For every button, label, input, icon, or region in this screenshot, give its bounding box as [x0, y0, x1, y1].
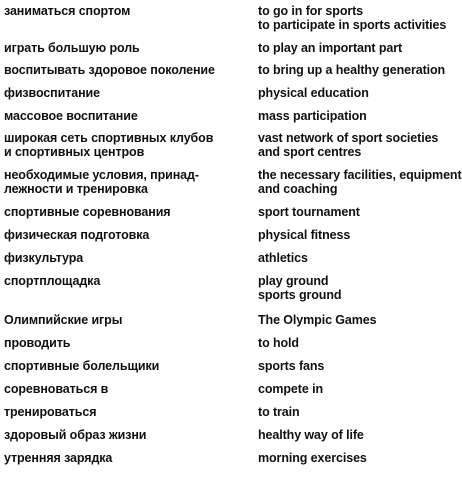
russian-term-line: физвоспитание	[4, 86, 100, 100]
russian-term-line: лежности и тренировка	[4, 182, 148, 196]
english-translation	[258, 313, 426, 327]
english-translation	[258, 63, 446, 77]
english-translation-line: sports fans	[258, 359, 325, 373]
english-translation	[258, 168, 462, 196]
english-translation	[258, 382, 426, 396]
russian-term	[4, 336, 246, 350]
russian-term-line: широкая сеть спортивных клубов	[4, 131, 214, 145]
english-translation-line: to go in for sports	[258, 4, 364, 18]
russian-term	[4, 86, 246, 100]
russian-term	[4, 168, 246, 196]
russian-term	[4, 63, 246, 77]
english-translation-line: athletics	[258, 251, 308, 265]
russian-term-line: заниматься спортом	[4, 4, 131, 18]
russian-term-line: спортивные болельщики	[4, 359, 160, 373]
russian-term-line: физическая подготовка	[4, 228, 150, 242]
english-translation	[258, 109, 426, 123]
russian-term-line: проводить	[4, 336, 71, 350]
russian-term-line: утренняя зарядка	[4, 451, 113, 465]
russian-term-line: спортплощадка	[4, 274, 101, 288]
russian-term	[4, 205, 246, 219]
english-translation-line: sports ground	[258, 288, 342, 302]
english-translation	[258, 336, 426, 350]
english-translation-line: mass participation	[258, 109, 367, 123]
russian-term-line: физкультура	[4, 251, 84, 265]
russian-term	[4, 382, 246, 396]
russian-term	[4, 251, 246, 265]
english-translation-line: sport tournament	[258, 205, 360, 219]
russian-term	[4, 313, 246, 327]
english-translation	[258, 251, 426, 265]
english-translation	[258, 274, 426, 302]
english-translation-line: vast network of sport societies	[258, 131, 439, 145]
russian-term	[4, 451, 246, 465]
russian-term-line: играть большую роль	[4, 41, 140, 55]
english-translation	[258, 228, 426, 242]
english-translation-line: and coaching	[258, 182, 338, 196]
russian-term-line: Олимпийские игры	[4, 313, 123, 327]
russian-term	[4, 359, 246, 373]
russian-term	[4, 428, 246, 442]
russian-term-line: тренироваться	[4, 405, 97, 419]
english-translation-line: to participate in sports activities	[258, 18, 447, 32]
russian-term-line: необходимые условия, принад-	[4, 168, 199, 182]
english-translation-line: to play an important part	[258, 41, 403, 55]
english-translation-line: to bring up a healthy generation	[258, 63, 446, 77]
english-translation	[258, 405, 426, 419]
english-translation	[258, 131, 439, 159]
russian-term-line: спортивные соревнования	[4, 205, 171, 219]
english-translation-line: morning exercises	[258, 451, 367, 465]
russian-term	[4, 109, 246, 123]
russian-term	[4, 131, 246, 159]
english-translation-line: play ground	[258, 274, 329, 288]
english-translation-line: compete in	[258, 382, 323, 396]
english-translation	[258, 41, 426, 55]
english-translation-line: physical fitness	[258, 228, 351, 242]
english-translation-line: and sport centres	[258, 145, 362, 159]
russian-term	[4, 4, 246, 18]
english-translation	[258, 359, 426, 373]
russian-term-line: массовое воспитание	[4, 109, 138, 123]
english-translation-line: to hold	[258, 336, 299, 350]
russian-term	[4, 405, 246, 419]
english-translation-line: healthy way of life	[258, 428, 364, 442]
russian-term	[4, 41, 246, 55]
russian-term-line: воспитывать здоровое поколение	[4, 63, 215, 77]
russian-term	[4, 228, 246, 242]
english-translation	[258, 4, 447, 32]
russian-term-line: и спортивных центров	[4, 145, 145, 159]
english-translation-line: to train	[258, 405, 300, 419]
english-translation-line: the necessary facilities, equipment	[258, 168, 462, 182]
russian-term	[4, 274, 246, 288]
english-translation-line: physical education	[258, 86, 369, 100]
russian-term-line: соревноваться в	[4, 382, 109, 396]
english-translation-line: The Olympic Games	[258, 313, 377, 327]
english-translation	[258, 86, 426, 100]
english-translation	[258, 428, 426, 442]
english-translation	[258, 451, 426, 465]
english-translation	[258, 205, 426, 219]
russian-term-line: здоровый образ жизни	[4, 428, 147, 442]
